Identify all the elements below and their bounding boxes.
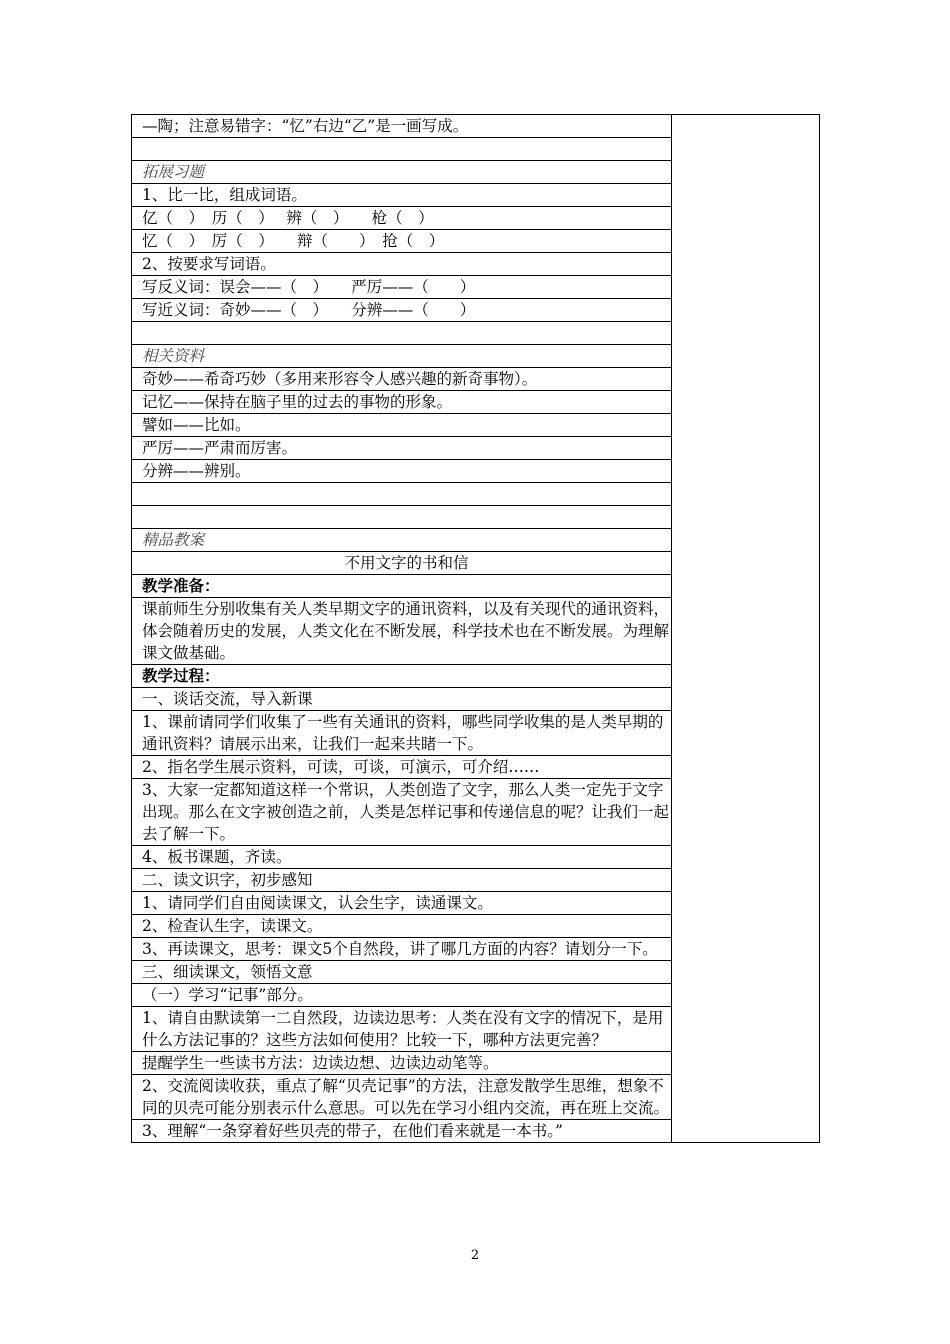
text-cell: 譬如——比如。: [132, 414, 672, 437]
text-cell: （一）学习“记事”部分。: [132, 984, 672, 1007]
subsection-heading: 教学准备：: [132, 575, 672, 598]
text-cell: 记忆——保持在脑子里的过去的事物的形象。: [132, 391, 672, 414]
paragraph-cell: 课前师生分别收集有关人类早期文字的通讯资料，以及有关现代的通讯资料，体会随着历史的发展，人类文化在不断发展，科学技术也在不断发展。为理解课文做基础。: [132, 598, 672, 665]
text-cell: 4、板书课题，齐读。: [132, 846, 672, 869]
empty-cell: [132, 138, 672, 161]
empty-cell: [132, 483, 672, 506]
text-cell: 1、请同学们自由阅读课文，认会生字，读通课文。: [132, 892, 672, 915]
empty-cell: [132, 322, 672, 345]
text-cell: 奇妙——希奇巧妙（多用来形容令人感兴趣的新奇事物）。: [132, 368, 672, 391]
paragraph-cell: 3、再读课文，思考：课文5个自然段，讲了哪几方面的内容？请划分一下。: [132, 938, 672, 961]
empty-cell: [132, 506, 672, 529]
text-cell: 2、检查认生字，读课文。: [132, 915, 672, 938]
section-heading: 拓展习题: [132, 161, 672, 184]
paragraph-cell: 3、大家一定都知道这样一个常识，人类创造了文字，那么人类一定先于文字出现。那么在文字被创造之前，人类是怎样记事和传递信息的呢？让我们一起去了解一下。: [132, 779, 672, 846]
text-cell: 3、理解“一条穿着好些贝壳的带子，在他们看来就是一本书。”: [132, 1120, 672, 1143]
lesson-table-body: [132, 115, 820, 1143]
text-cell: 亿（ ） 历（ ） 辨（ ） 枪（ ）: [132, 207, 672, 230]
text-cell: 2、指名学生展示资料，可读，可谈，可演示，可介绍……: [132, 756, 672, 779]
lesson-title: 不用文字的书和信: [132, 552, 672, 575]
paragraph-cell: 2、交流阅读收获，重点了解“贝壳记事”的方法，注意发散学生思维，想象不同的贝壳可能分别表示什么意思。可以先在学习小组内交流，再在班上交流。: [132, 1075, 672, 1120]
table-row: [132, 115, 820, 138]
side-column: [672, 115, 820, 1143]
text-cell: 三、细读课文，领悟文意: [132, 961, 672, 984]
text-cell: 1、比一比，组成词语。: [132, 184, 672, 207]
paragraph-cell: 1、请自由默读第一二自然段，边读边思考：人类在没有文字的情况下，是用什么方法记事的？这些方法如何使用？比较一下，哪种方法更完善？: [132, 1007, 672, 1052]
section-heading: 精品教案: [132, 529, 672, 552]
paragraph-cell: 1、课前请同学们收集了一些有关通讯的资料，哪些同学收集的是人类早期的通讯资料？请展示出来，让我们一起来共睹一下。: [132, 711, 672, 756]
text-cell: 写反义词：误会——（ ） 严厉——（ ）: [132, 276, 672, 299]
text-cell: 2、按要求写词语。: [132, 253, 672, 276]
text-cell: 一、谈话交流，导入新课: [132, 688, 672, 711]
text-cell: 写近义词：奇妙——（ ） 分辨——（ ）: [132, 299, 672, 322]
text-cell: —陶；注意易错字：“忆”右边“乙”是一画写成。: [132, 115, 672, 138]
section-heading: 相关资料: [132, 345, 672, 368]
subsection-heading: 教学过程：: [132, 665, 672, 688]
text-cell: 分辨——辨别。: [132, 460, 672, 483]
text-cell: 忆（ ） 厉（ ） 辩（ ） 抢（ ）: [132, 230, 672, 253]
lesson-table: [131, 114, 820, 1143]
text-cell: 提醒学生一些读书方法：边读边想、边读边动笔等。: [132, 1052, 672, 1075]
text-cell: 二、读文识字，初步感知: [132, 869, 672, 892]
text-cell: 严厉——严肃而厉害。: [132, 437, 672, 460]
page-number: 2: [470, 1248, 480, 1263]
